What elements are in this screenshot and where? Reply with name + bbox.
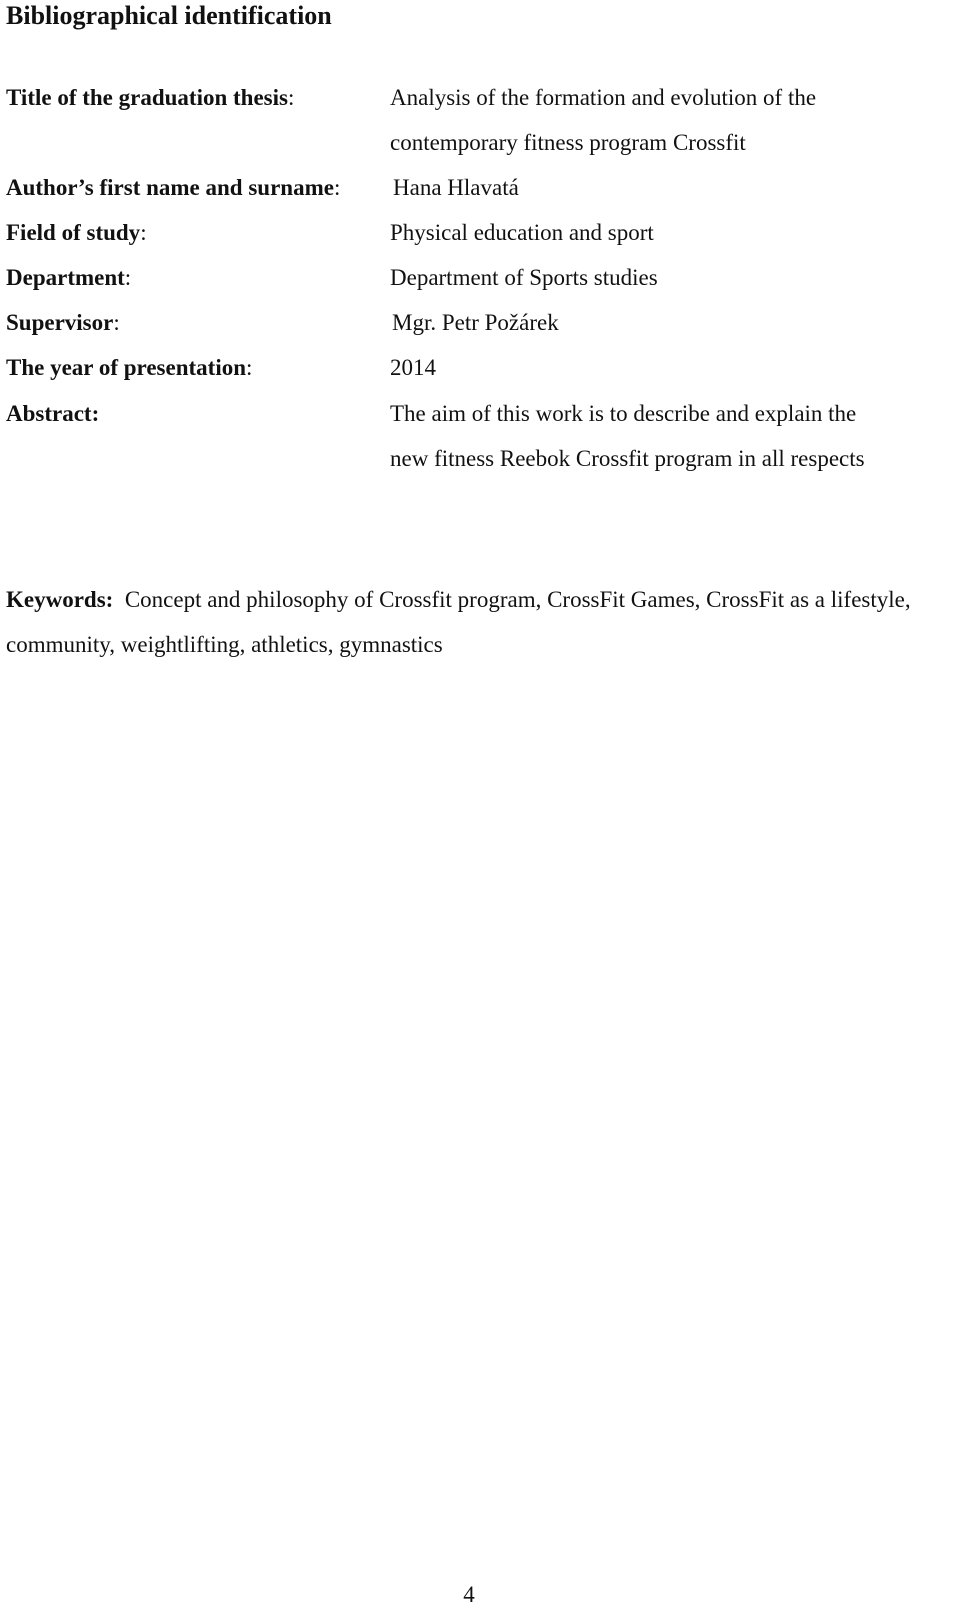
supervisor-value: Mgr. Petr Požárek	[392, 310, 559, 335]
year-row	[6, 350, 960, 386]
supervisor-label: Supervisor:	[6, 310, 120, 335]
year-label: The year of presentation:	[6, 355, 253, 380]
supervisor-row	[6, 305, 960, 341]
field-of-study-label: Field of study:	[6, 220, 147, 245]
title-value-line-1: Analysis of the formation and evolution of the	[390, 85, 817, 110]
department-value: Department of Sports studies	[390, 265, 658, 290]
field-of-study-row	[6, 215, 960, 251]
author-value: Hana Hlavatá	[393, 175, 519, 200]
year-value: 2014	[390, 355, 436, 380]
page-number: 4	[463, 1582, 475, 1607]
abstract-label: Abstract:	[6, 401, 100, 426]
title-row	[6, 80, 960, 116]
field-of-study-value: Physical education and sport	[390, 220, 654, 245]
page-title: Bibliographical identification	[6, 1, 332, 30]
title-row-continued	[6, 125, 960, 161]
author-row	[6, 170, 960, 206]
department-row	[6, 260, 960, 296]
abstract-value-line-2: new fitness Reebok Crossfit program in all respects	[390, 446, 865, 471]
keywords-label: Keywords:	[6, 587, 114, 612]
author-label: Author’s first name and surname:	[6, 175, 341, 200]
keywords-paragraph	[6, 577, 956, 667]
title-label: Title of the graduation thesis:	[6, 85, 295, 110]
abstract-value-line-1: The aim of this work is to describe and explain the	[390, 401, 857, 426]
title-value-line-2: contemporary fitness program Crossfit	[390, 130, 746, 155]
abstract-row-continued	[6, 441, 960, 477]
keywords-text: Concept and philosophy of Crossfit program, CrossFit Games, CrossFit as a lifestyle, community, weightlifting, athletics, gymnastics	[6, 587, 911, 657]
department-label: Department:	[6, 265, 132, 290]
abstract-row	[6, 396, 960, 432]
